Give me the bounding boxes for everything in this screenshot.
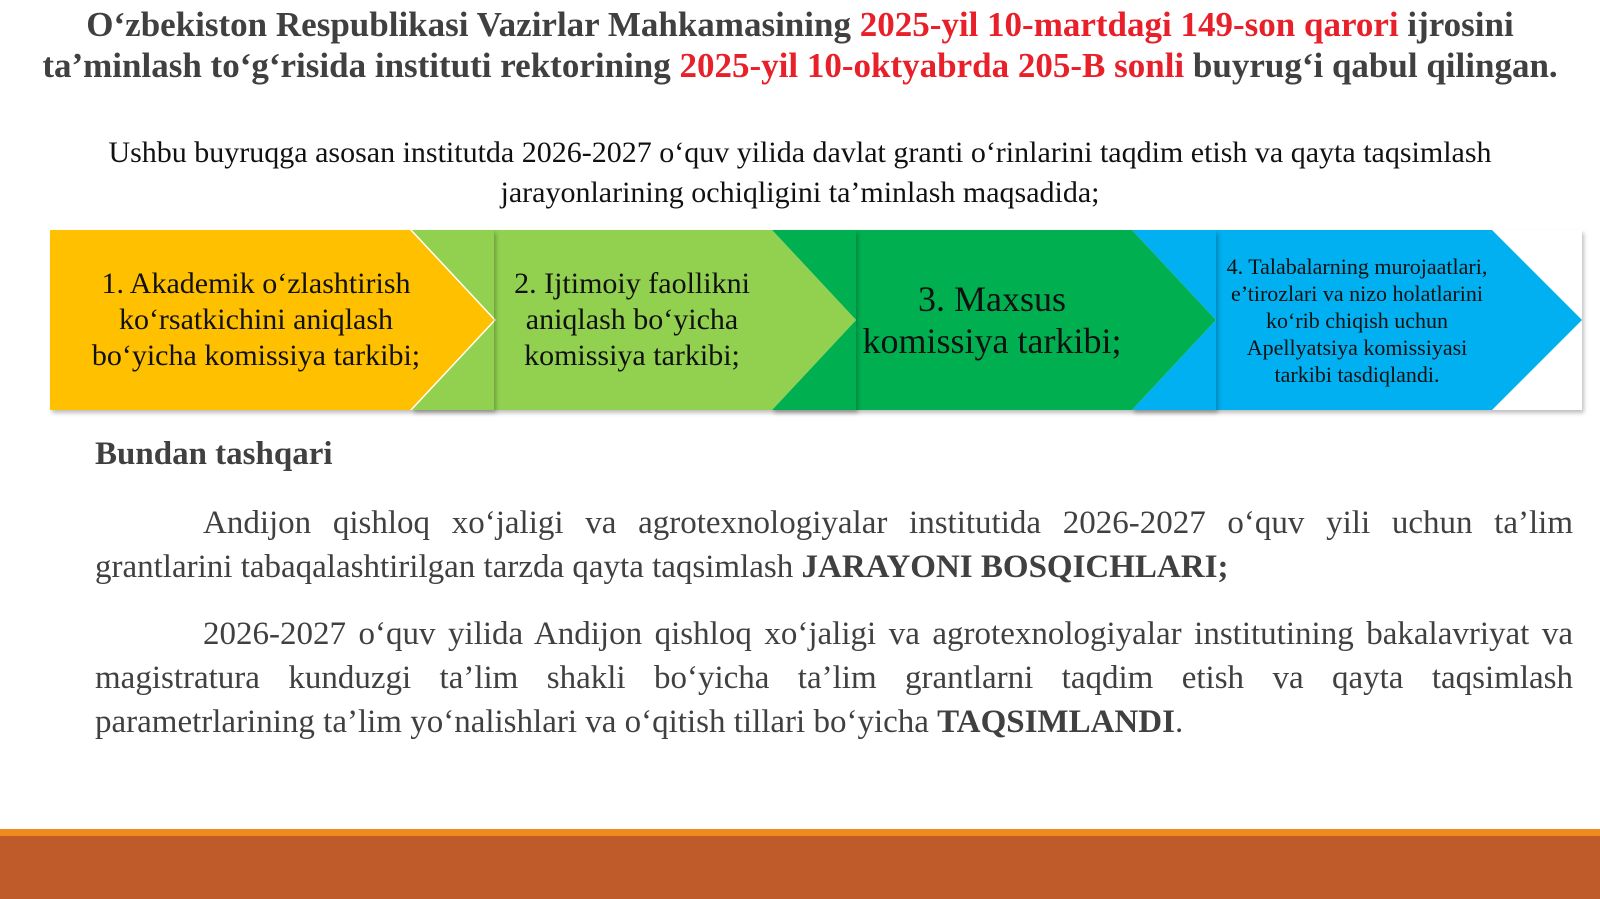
chevron-step-1 [50, 230, 494, 410]
process-chevrons [46, 226, 1586, 416]
paragraph-2-emphasis: TAQSIMLANDI [937, 704, 1175, 740]
title-part-2: ijrosini ta’minlash to‘g‘risida instituti rektorining [42, 5, 1514, 85]
paragraph-2-end: . [1174, 704, 1184, 740]
chevron-step-3-label: 3. Maxsus komissiya tarkibi; [862, 279, 1122, 361]
page-title [20, 4, 1580, 86]
section-heading: Bundan tashqari [95, 436, 333, 472]
paragraph-1 [95, 501, 1573, 589]
chevron-step-2-label: 2. Ijtimoiy faollikni aniqlash bo‘yicha komissiya tarkibi; [514, 267, 750, 372]
paragraph-2 [95, 612, 1573, 744]
title-part-3: buyrug‘i qabul qilingan. [1184, 46, 1558, 85]
footer-bar [0, 836, 1600, 899]
chevron-step-1-label: 1. Akademik o‘zlashtirish ko‘rsatkichini aniqlash bo‘yicha komissiya tarkibi; [91, 267, 421, 372]
paragraph-1-emphasis: JARAYONI BOSQICHLARI; [801, 549, 1229, 585]
title-highlight-decree: 2025-yil 10-martdagi 149-son qarori [859, 5, 1399, 44]
title-part-1: O‘zbekiston Respublikasi Vazirlar Mahkamasining [86, 5, 860, 44]
chevron-step-4-label: 4. Talabalarning murojaatlari, e’tirozlari va nizo holatlarini ko‘rib chiqish uchun Apellyatsiya komissiyasi tarkibi tasdiqlandi. [1226, 253, 1488, 387]
title-highlight-order: 2025-yil 10-oktyabrda 205-B sonli [679, 46, 1185, 85]
paragraph-1-text: Andijon qishloq xo‘jaligi va agrotexnologiyalar institutida 2026-2027 o‘quv yili uchun ta’lim grantlarini tabaqalashtirilgan tarzda qayta taqsimlash [95, 505, 1573, 585]
footer-accent-line [0, 829, 1600, 836]
paragraph-2-text: 2026-2027 o‘quv yilida Andijon qishloq xo‘jaligi va agrotexnologiyalar institutining bakalavriyat va magistratura kunduzgi ta’lim shakli bo‘yicha ta’lim grantlarni taqdim etish va qayta taqsimlash parametrlarining ta’lim yo‘nalishlari va o‘qitish tillari bo‘yicha [95, 616, 1573, 740]
subtitle: Ushbu buyruqga asosan institutda 2026-2027 o‘quv yilida davlat granti o‘rinlarini taqdim etish va qayta taqsimlash jarayonlarining ochiqligini ta’minlash maqsadida; [108, 136, 1492, 209]
